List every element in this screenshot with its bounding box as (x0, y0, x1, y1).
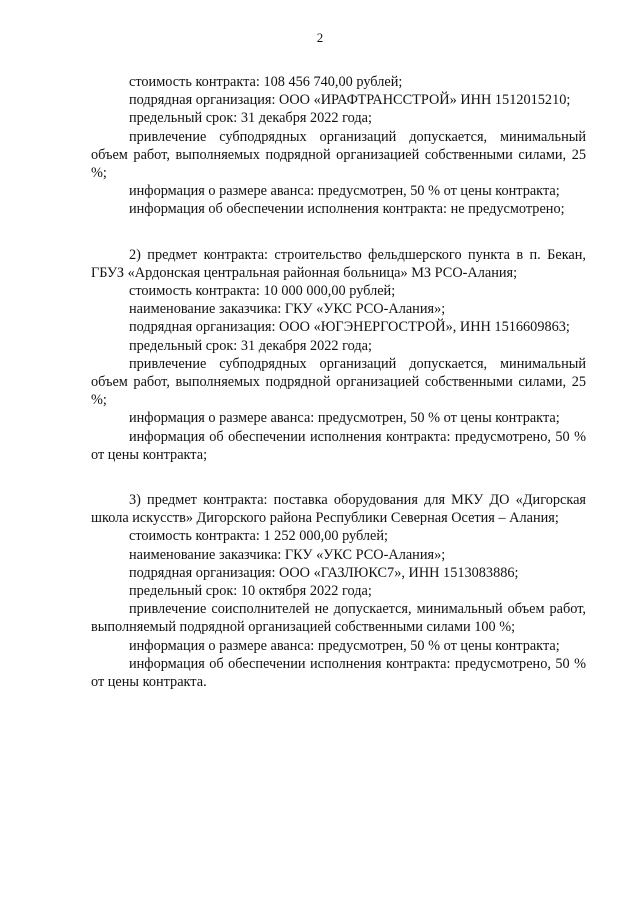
paragraph: подрядная организация: ООО «ИРАФТРАНССТРОЙ» ИНН 1512015210; (129, 92, 571, 109)
paragraph: информация о размере аванса: предусмотрен, 50 % от цены контракта; (129, 410, 560, 427)
paragraph: подрядная организация: ООО «ЮГЭНЕРГОСТРОЙ», ИНН 1516609863; (129, 319, 570, 336)
paragraph: стоимость контракта: 10 000 000,00 рублей; (129, 283, 396, 300)
document-body (91, 73, 586, 691)
paragraph: предельный срок: 10 октября 2022 года; (129, 583, 372, 600)
paragraph: информация об обеспечении исполнения контракта: предусмотрено, 50 % от цены контракта; (91, 428, 586, 463)
paragraph: информация о размере аванса: предусмотрен, 50 % от цены контракта; (129, 183, 560, 200)
list-item-3: 3) предмет контракта: поставка оборудования для МКУ ДО «Дигорская школа искусств» Дигорского района Республики Северная Осетия – Алания; (91, 492, 586, 527)
list-item-2: 2) предмет контракта: строительство фельдшерского пункта в п. Бекан, ГБУЗ «Ардонская центральная районная больница» МЗ РСО-Алания; (91, 246, 586, 281)
paragraph: стоимость контракта: 108 456 740,00 рублей; (129, 74, 403, 90)
paragraph: наименование заказчика: ГКУ «УКС РСО-Алания»; (129, 301, 446, 318)
paragraph: подрядная организация: ООО «ГАЗЛЮКС7», ИНН 1513083886; (129, 564, 519, 581)
paragraph: информация об обеспечении исполнения контракта: не предусмотрено; (129, 201, 565, 218)
paragraph: информация об обеспечении исполнения контракта: предусмотрено, 50 % от цены контракта. (91, 655, 586, 691)
paragraph: предельный срок: 31 декабря 2022 года; (129, 337, 372, 354)
paragraph: привлечение субподрядных организаций допускается, минимальный объем работ, выполняемых подрядной организацией собственными силами, 25 %; (91, 355, 586, 409)
paragraph: предельный срок: 31 декабря 2022 года; (129, 110, 372, 127)
paragraph: привлечение субподрядных организаций допускается, минимальный объем работ, выполняемых подрядной организацией собственными силами, 25 %; (91, 128, 586, 182)
paragraph: стоимость контракта: 1 252 000,00 рублей; (129, 528, 389, 545)
paragraph: информация о размере аванса: предусмотрен, 50 % от цены контракта; (129, 637, 560, 654)
paragraph: привлечение соисполнителей не допускается, минимальный объем работ, выполняемый подрядной организацией собственными силами 100 %; (91, 601, 586, 636)
page-number: 2 (316, 30, 324, 45)
paragraph: наименование заказчика: ГКУ «УКС РСО-Алания»; (129, 546, 446, 563)
